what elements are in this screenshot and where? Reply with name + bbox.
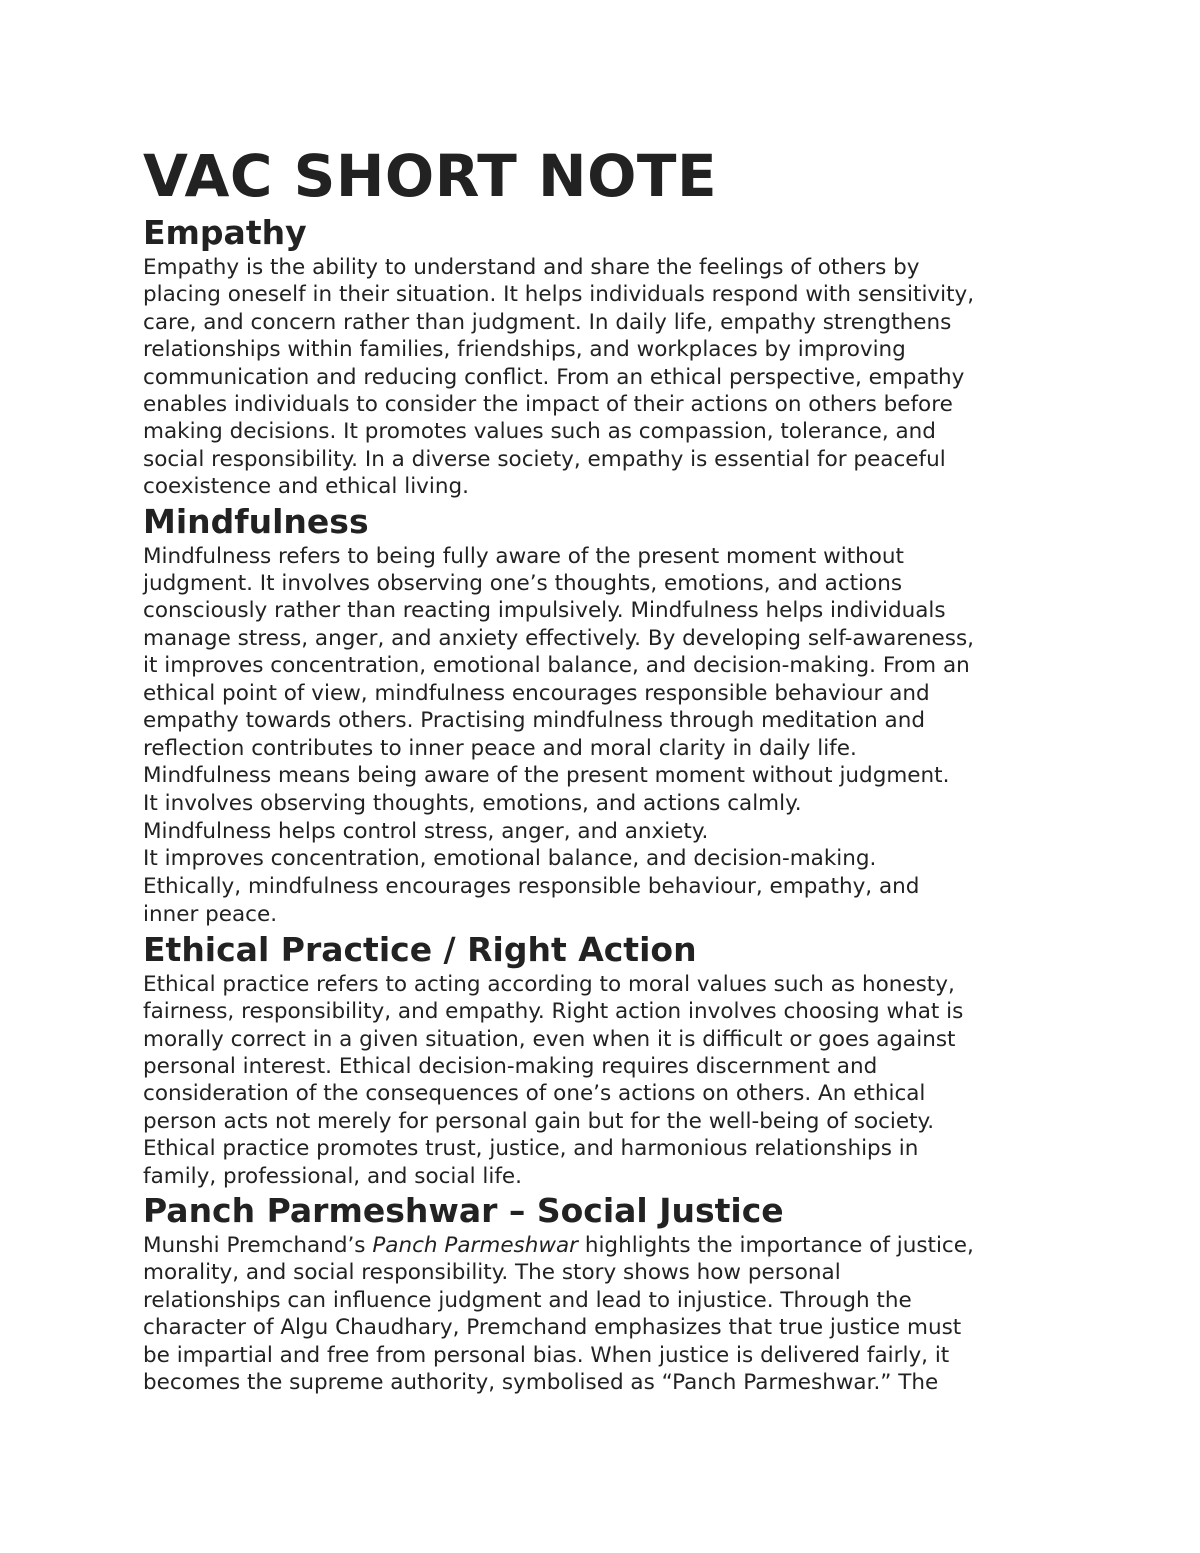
paragraph-line: personal interest. Ethical decision-making requires discernment and xyxy=(143,1053,878,1079)
paragraph-line: Empathy is the ability to understand and share the feelings of others by xyxy=(143,255,920,280)
paragraph-line: it improves concentration, emotional balance, and decision-making. From an xyxy=(143,653,970,679)
point-line: Mindfulness means being aware of the present moment without judgment. xyxy=(143,762,950,788)
paragraph-line: care, and concern rather than judgment. In daily life, empathy strengthens xyxy=(143,309,952,335)
paragraph-line: Ethical practice promotes trust, justice, and harmonious relationships in xyxy=(143,1136,919,1162)
paragraph-line: reflection contributes to inner peace and moral clarity in daily life. xyxy=(143,735,857,761)
paragraph-line: placing oneself in their situation. It helps individuals respond with sensitivity, xyxy=(143,282,975,308)
paragraph-line: social responsibility. In a diverse society, empathy is essential for peaceful xyxy=(143,446,946,472)
section-heading-ethical-practice: Ethical Practice / Right Action xyxy=(143,929,697,969)
paragraph-line: becomes the supreme authority, symbolised as “Panch Parmeshwar.” The xyxy=(143,1369,939,1395)
empathy-paragraph xyxy=(143,254,1073,501)
point-line: It improves concentration, emotional balance, and decision-making. xyxy=(143,846,877,872)
paragraph-line: making decisions. It promotes values such as compassion, tolerance, and xyxy=(143,419,936,445)
paragraph-line: manage stress, anger, and anxiety effectively. By developing self-awareness, xyxy=(143,625,975,651)
paragraph-line: relationships within families, friendships, and workplaces by improving xyxy=(143,337,906,363)
paragraph-line: character of Algu Chaudhary, Premchand emphasizes that true justice must xyxy=(143,1315,962,1341)
panch-parmeshwar-paragraph xyxy=(143,1232,1073,1396)
paragraph-line xyxy=(143,1232,1073,1259)
point-line: It involves observing thoughts, emotions, and actions calmly. xyxy=(143,790,802,816)
ethical-practice-paragraph xyxy=(143,971,1073,1190)
document-page xyxy=(143,140,1073,1396)
point-line: Ethically, mindfulness encourages responsible behaviour, empathy, and xyxy=(143,874,920,900)
paragraph-line: judgment. It involves observing one’s thoughts, emotions, and actions xyxy=(143,571,903,597)
paragraph-line: communication and reducing conflict. From an ethical perspective, empathy xyxy=(143,364,965,390)
mindfulness-points xyxy=(143,762,1073,929)
paragraph-line: enables individuals to consider the impact of their actions on others before xyxy=(143,392,953,418)
story-title-italic: Panch Parmeshwar xyxy=(372,1232,578,1258)
paragraph-line: consideration of the consequences of one’s actions on others. An ethical xyxy=(143,1081,926,1107)
paragraph-line: ethical point of view, mindfulness encourages responsible behaviour and xyxy=(143,680,930,706)
paragraph-line: relationships can influence judgment and lead to injustice. Through the xyxy=(143,1287,912,1313)
paragraph-line: family, professional, and social life. xyxy=(143,1163,522,1189)
paragraph-line: morality, and social responsibility. The story shows how personal xyxy=(143,1260,841,1286)
text-segment: highlights the importance of justice, xyxy=(577,1232,974,1258)
point-line: Mindfulness helps control stress, anger, and anxiety. xyxy=(143,818,709,844)
section-heading-empathy: Empathy xyxy=(143,213,307,252)
mindfulness-paragraph xyxy=(143,543,1073,762)
paragraph-line: coexistence and ethical living. xyxy=(143,474,469,500)
paragraph-line: consciously rather than reacting impulsively. Mindfulness helps individuals xyxy=(143,598,946,624)
paragraph-line: fairness, responsibility, and empathy. Right action involves choosing what is xyxy=(143,999,964,1025)
document-title: VAC SHORT NOTE xyxy=(143,142,718,210)
point-line: inner peace. xyxy=(143,901,278,927)
text-segment: Munshi Premchand’s xyxy=(143,1232,373,1258)
section-heading-mindfulness: Mindfulness xyxy=(143,501,369,541)
paragraph-line: morally correct in a given situation, even when it is difficult or goes against xyxy=(143,1026,956,1052)
paragraph-line: be impartial and free from personal bias. When justice is delivered fairly, it xyxy=(143,1342,950,1368)
section-heading-panch-parmeshwar: Panch Parmeshwar – Social Justice xyxy=(143,1190,784,1230)
paragraph-line: Ethical practice refers to acting according to moral values such as honesty, xyxy=(143,971,955,997)
paragraph-line: Mindfulness refers to being fully aware of the present moment without xyxy=(143,543,904,569)
paragraph-line: person acts not merely for personal gain but for the well-being of society. xyxy=(143,1108,935,1134)
paragraph-line: empathy towards others. Practising mindfulness through meditation and xyxy=(143,708,925,734)
